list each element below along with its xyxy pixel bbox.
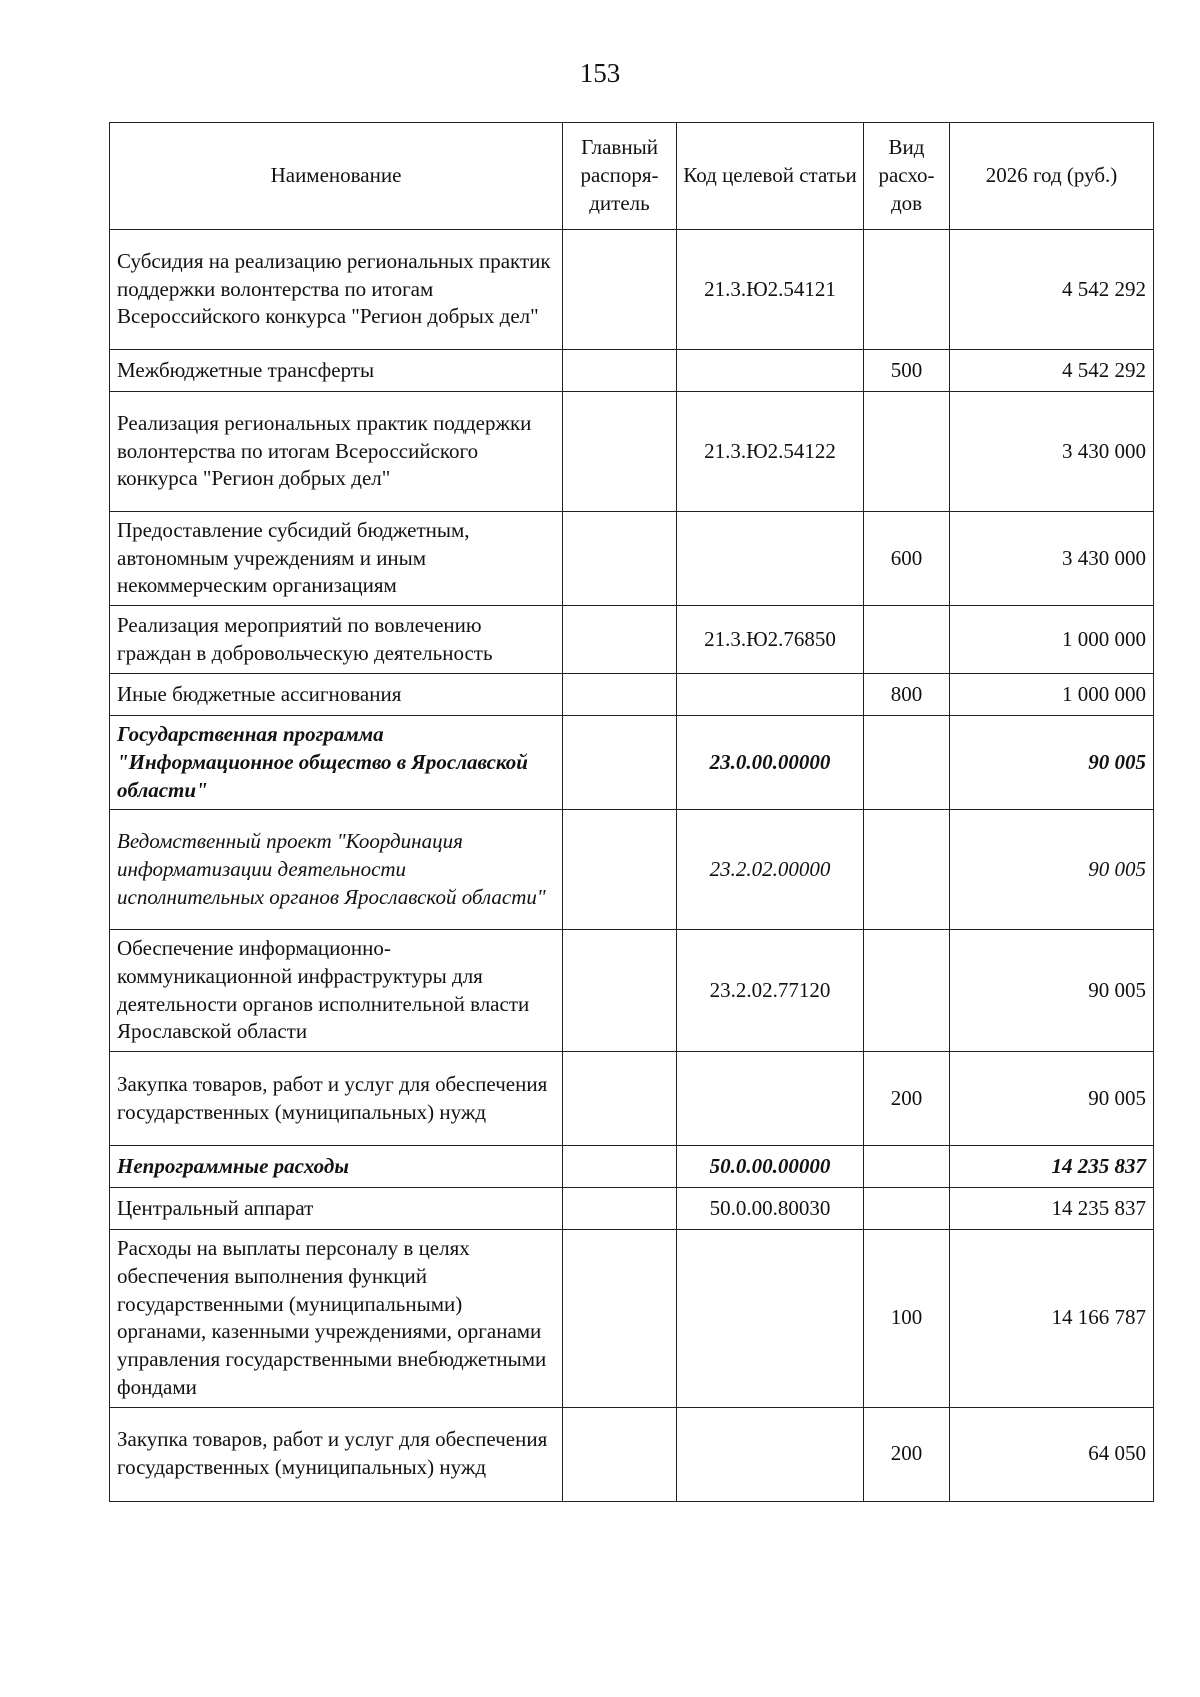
cell-type: 200	[864, 1052, 950, 1146]
cell-type	[864, 392, 950, 512]
cell-code	[677, 1407, 864, 1501]
cell-amount: 90 005	[950, 810, 1154, 930]
table-row	[110, 674, 1154, 716]
cell-type: 200	[864, 1407, 950, 1501]
table-body	[110, 230, 1154, 1502]
header-name: Наименование	[110, 123, 563, 230]
cell-admin	[563, 350, 677, 392]
table-row	[110, 606, 1154, 674]
cell-amount: 90 005	[950, 716, 1154, 810]
cell-name: Межбюджетные трансферты	[110, 350, 563, 392]
header-admin: Главный распоря-дитель	[563, 123, 677, 230]
cell-type	[864, 1188, 950, 1230]
cell-type: 500	[864, 350, 950, 392]
table-row	[110, 230, 1154, 350]
cell-admin	[563, 716, 677, 810]
cell-admin	[563, 1188, 677, 1230]
cell-code: 50.0.00.00000	[677, 1146, 864, 1188]
cell-admin	[563, 512, 677, 606]
cell-amount: 14 235 837	[950, 1146, 1154, 1188]
cell-amount: 90 005	[950, 1052, 1154, 1146]
header-code: Код целевой статьи	[677, 123, 864, 230]
cell-amount: 64 050	[950, 1407, 1154, 1501]
table-row	[110, 1188, 1154, 1230]
cell-amount: 4 542 292	[950, 350, 1154, 392]
header-amount: 2026 год (руб.)	[950, 123, 1154, 230]
cell-amount: 14 166 787	[950, 1230, 1154, 1407]
cell-admin	[563, 1146, 677, 1188]
cell-name: Расходы на выплаты персоналу в целях обеспечения выполнения функций государственными (муниципальными) органами, казенными учреждениями, органами управления государственными внебюджетными фондами	[110, 1230, 563, 1407]
cell-admin	[563, 606, 677, 674]
cell-code: 50.0.00.80030	[677, 1188, 864, 1230]
page-number: 153	[579, 58, 621, 88]
cell-type: 600	[864, 512, 950, 606]
cell-amount: 90 005	[950, 930, 1154, 1052]
table-row	[110, 1146, 1154, 1188]
cell-admin	[563, 674, 677, 716]
cell-amount: 1 000 000	[950, 606, 1154, 674]
cell-admin	[563, 1407, 677, 1501]
table-row	[110, 392, 1154, 512]
cell-amount: 3 430 000	[950, 392, 1154, 512]
cell-code	[677, 512, 864, 606]
cell-name: Государственная программа "Информационное общество в Ярославской области"	[110, 716, 563, 810]
cell-amount: 4 542 292	[950, 230, 1154, 350]
cell-admin	[563, 230, 677, 350]
cell-amount: 3 430 000	[950, 512, 1154, 606]
cell-code	[677, 350, 864, 392]
cell-code	[677, 674, 864, 716]
cell-type	[864, 606, 950, 674]
table-row	[110, 810, 1154, 930]
table-row	[110, 350, 1154, 392]
cell-name: Обеспечение информационно-коммуникационной инфраструктуры для деятельности органов исполнительной власти Ярославской области	[110, 930, 563, 1052]
cell-type	[864, 930, 950, 1052]
table-row	[110, 1407, 1154, 1501]
cell-type	[864, 716, 950, 810]
cell-amount: 14 235 837	[950, 1188, 1154, 1230]
cell-admin	[563, 392, 677, 512]
cell-admin	[563, 810, 677, 930]
table-row	[110, 512, 1154, 606]
cell-code: 23.2.02.00000	[677, 810, 864, 930]
cell-name: Предоставление субсидий бюджетным, автономным учреждениям и иным некоммерческим организациям	[110, 512, 563, 606]
cell-name: Иные бюджетные ассигнования	[110, 674, 563, 716]
cell-name: Реализация мероприятий по вовлечению граждан в добровольческую деятельность	[110, 606, 563, 674]
cell-name: Закупка товаров, работ и услуг для обеспечения государственных (муниципальных) нужд	[110, 1407, 563, 1501]
cell-code: 23.2.02.77120	[677, 930, 864, 1052]
cell-amount: 1 000 000	[950, 674, 1154, 716]
cell-admin	[563, 1052, 677, 1146]
header-type: Вид расхо-дов	[864, 123, 950, 230]
table-row	[110, 716, 1154, 810]
cell-name: Непрограммные расходы	[110, 1146, 563, 1188]
budget-table	[109, 122, 1154, 1502]
header-row	[110, 123, 1154, 230]
cell-type: 100	[864, 1230, 950, 1407]
cell-code: 21.3.Ю2.54122	[677, 392, 864, 512]
cell-code	[677, 1230, 864, 1407]
cell-code: 23.0.00.00000	[677, 716, 864, 810]
cell-code: 21.3.Ю2.54121	[677, 230, 864, 350]
cell-code	[677, 1052, 864, 1146]
cell-type	[864, 230, 950, 350]
cell-admin	[563, 930, 677, 1052]
cell-name: Центральный аппарат	[110, 1188, 563, 1230]
cell-name: Закупка товаров, работ и услуг для обеспечения государственных (муниципальных) нужд	[110, 1052, 563, 1146]
cell-admin	[563, 1230, 677, 1407]
table-row	[110, 1052, 1154, 1146]
cell-type	[864, 810, 950, 930]
cell-code: 21.3.Ю2.76850	[677, 606, 864, 674]
table-row	[110, 930, 1154, 1052]
table-row	[110, 1230, 1154, 1407]
cell-type	[864, 1146, 950, 1188]
cell-type: 800	[864, 674, 950, 716]
cell-name: Реализация региональных практик поддержки волонтерства по итогам Всероссийского конкурса "Регион добрых дел"	[110, 392, 563, 512]
table-header	[110, 123, 1154, 230]
cell-name: Ведомственный проект "Координация информатизации деятельности исполнительных органов Ярославской области"	[110, 810, 563, 930]
cell-name: Субсидия на реализацию региональных практик поддержки волонтерства по итогам Всероссийского конкурса "Регион добрых дел"	[110, 230, 563, 350]
